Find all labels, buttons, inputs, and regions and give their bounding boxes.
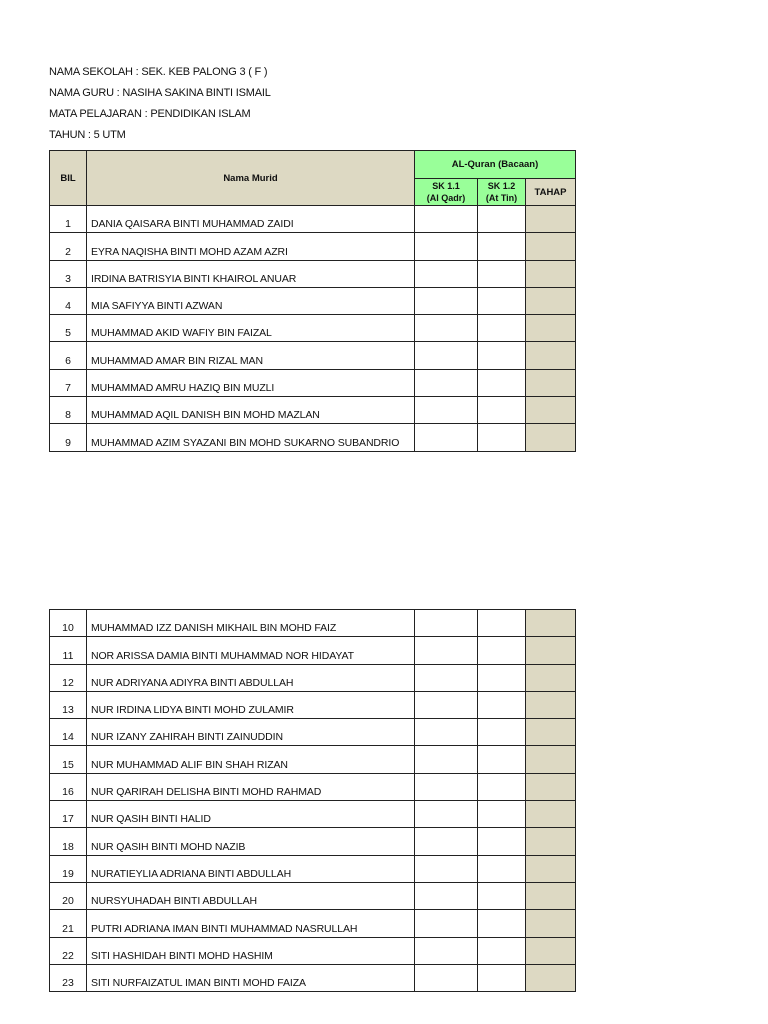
sk12-cell[interactable] [478, 937, 526, 964]
sk11-cell[interactable] [415, 910, 478, 937]
table-row [50, 719, 576, 746]
student-number: 18 [50, 828, 87, 855]
student-table-page-1 [49, 150, 576, 452]
student-number: 6 [50, 342, 87, 369]
tahap-cell[interactable] [526, 637, 576, 664]
table-row [50, 937, 576, 964]
sk11-cell[interactable] [415, 637, 478, 664]
sk11-cell[interactable] [415, 719, 478, 746]
table-row [50, 882, 576, 909]
tahap-cell[interactable] [526, 315, 576, 342]
sk12-title: (At Tin) [485, 193, 518, 203]
sk12-cell[interactable] [478, 801, 526, 828]
student-name: NUR ADRIYANA ADIYRA BINTI ABDULLAH [87, 664, 415, 691]
sk11-cell[interactable] [415, 691, 478, 718]
sk11-cell[interactable] [415, 287, 478, 314]
table-row [50, 637, 576, 664]
tahap-cell[interactable] [526, 719, 576, 746]
sk11-cell[interactable] [415, 773, 478, 800]
student-name: NURATIEYLIA ADRIANA BINTI ABDULLAH [87, 855, 415, 882]
sk11-cell[interactable] [415, 260, 478, 287]
tahap-header: TAHAP [526, 179, 576, 206]
sk11-cell[interactable] [415, 828, 478, 855]
table-row [50, 315, 576, 342]
sk12-cell[interactable] [478, 233, 526, 260]
table-row [50, 206, 576, 233]
sk12-cell[interactable] [478, 637, 526, 664]
tahap-cell[interactable] [526, 964, 576, 991]
student-name: PUTRI ADRIANA IMAN BINTI MUHAMMAD NASRULLAH [87, 910, 415, 937]
tahap-cell[interactable] [526, 397, 576, 424]
student-name: IRDINA BATRISYIA BINTI KHAIROL ANUAR [87, 260, 415, 287]
student-number: 11 [50, 637, 87, 664]
student-number: 4 [50, 287, 87, 314]
sk12-cell[interactable] [478, 315, 526, 342]
tahap-cell[interactable] [526, 773, 576, 800]
sk11-cell[interactable] [415, 855, 478, 882]
tahap-cell[interactable] [526, 855, 576, 882]
student-name: DANIA QAISARA BINTI MUHAMMAD ZAIDI [87, 206, 415, 233]
sk12-cell[interactable] [478, 855, 526, 882]
tahap-cell[interactable] [526, 882, 576, 909]
sk11-cell[interactable] [415, 937, 478, 964]
student-name: NURSYUHADAH BINTI ABDULLAH [87, 882, 415, 909]
sk12-cell[interactable] [478, 424, 526, 451]
student-name: SITI NURFAIZATUL IMAN BINTI MOHD FAIZA [87, 964, 415, 991]
sk12-cell[interactable] [478, 664, 526, 691]
student-number: 21 [50, 910, 87, 937]
student-number: 7 [50, 369, 87, 396]
nama-murid-header: Nama Murid [87, 151, 415, 206]
tahap-cell[interactable] [526, 801, 576, 828]
sk11-cell[interactable] [415, 882, 478, 909]
tahap-cell[interactable] [526, 664, 576, 691]
student-name: NUR QASIH BINTI MOHD NAZIB [87, 828, 415, 855]
subject-name: MATA PELAJARAN : PENDIDIKAN ISLAM [49, 108, 251, 120]
student-name: MUHAMMAD AZIM SYAZANI BIN MOHD SUKARNO SUBANDRIO [87, 424, 415, 451]
tahap-cell[interactable] [526, 691, 576, 718]
class-year: TAHUN : 5 UTM [49, 129, 126, 141]
tahap-cell[interactable] [526, 937, 576, 964]
student-number: 10 [50, 610, 87, 637]
sk12-cell[interactable] [478, 369, 526, 396]
student-number: 20 [50, 882, 87, 909]
table-row [50, 910, 576, 937]
sk12-cell[interactable] [478, 287, 526, 314]
sk12-cell[interactable] [478, 397, 526, 424]
student-number: 22 [50, 937, 87, 964]
student-name: SITI HASHIDAH BINTI MOHD HASHIM [87, 937, 415, 964]
student-name: NUR QARIRAH DELISHA BINTI MOHD RAHMAD [87, 773, 415, 800]
student-number: 2 [50, 233, 87, 260]
table-row [50, 610, 576, 637]
student-number: 9 [50, 424, 87, 451]
sk11-cell[interactable] [415, 397, 478, 424]
sk12-cell[interactable] [478, 910, 526, 937]
student-number: 8 [50, 397, 87, 424]
table-row [50, 342, 576, 369]
table-row [50, 369, 576, 396]
sk11-cell[interactable] [415, 610, 478, 637]
sk11-cell[interactable] [415, 424, 478, 451]
student-number: 13 [50, 691, 87, 718]
tahap-cell[interactable] [526, 233, 576, 260]
table-row [50, 233, 576, 260]
table-row [50, 964, 576, 991]
tahap-cell[interactable] [526, 424, 576, 451]
sk12-cell[interactable] [478, 260, 526, 287]
student-name: MUHAMMAD AQIL DANISH BIN MOHD MAZLAN [87, 397, 415, 424]
sk11-cell[interactable] [415, 342, 478, 369]
school-name: NAMA SEKOLAH : SEK. KEB PALONG 3 ( F ) [49, 66, 268, 78]
sk11-cell[interactable] [415, 964, 478, 991]
sk12-cell[interactable] [478, 964, 526, 991]
sk11-header [415, 179, 478, 206]
student-name: NUR MUHAMMAD ALIF BIN SHAH RIZAN [87, 746, 415, 773]
student-number: 15 [50, 746, 87, 773]
student-name: MUHAMMAD AKID WAFIY BIN FAIZAL [87, 315, 415, 342]
student-name: MUHAMMAD IZZ DANISH MIKHAIL BIN MOHD FAIZ [87, 610, 415, 637]
student-name: NUR IRDINA LIDYA BINTI MOHD ZULAMIR [87, 691, 415, 718]
table-row [50, 746, 576, 773]
sk12-cell[interactable] [478, 206, 526, 233]
tahap-cell[interactable] [526, 910, 576, 937]
sk12-code: SK 1.2 [487, 181, 516, 191]
sk11-cell[interactable] [415, 801, 478, 828]
sk12-cell[interactable] [478, 773, 526, 800]
sk12-cell[interactable] [478, 746, 526, 773]
sk11-code: SK 1.1 [432, 181, 460, 191]
student-name: MIA SAFIYYA BINTI AZWAN [87, 287, 415, 314]
student-number: 17 [50, 801, 87, 828]
sk11-cell[interactable] [415, 233, 478, 260]
tahap-cell[interactable] [526, 610, 576, 637]
sk11-cell[interactable] [415, 369, 478, 396]
tahap-cell[interactable] [526, 828, 576, 855]
student-number: 23 [50, 964, 87, 991]
student-name: MUHAMMAD AMAR BIN RIZAL MAN [87, 342, 415, 369]
table-row [50, 424, 576, 451]
table-row [50, 801, 576, 828]
al-quran-header: AL-Quran (Bacaan) [415, 151, 576, 179]
student-name: NUR QASIH BINTI HALID [87, 801, 415, 828]
tahap-cell[interactable] [526, 287, 576, 314]
sk11-cell[interactable] [415, 746, 478, 773]
tahap-cell[interactable] [526, 746, 576, 773]
sk12-cell[interactable] [478, 691, 526, 718]
student-name: NOR ARISSA DAMIA BINTI MUHAMMAD NOR HIDAYAT [87, 637, 415, 664]
sk12-cell[interactable] [478, 882, 526, 909]
tahap-cell[interactable] [526, 206, 576, 233]
tahap-cell[interactable] [526, 342, 576, 369]
tahap-cell[interactable] [526, 260, 576, 287]
student-number: 19 [50, 855, 87, 882]
table-row [50, 260, 576, 287]
sk11-cell[interactable] [415, 664, 478, 691]
sk12-cell[interactable] [478, 719, 526, 746]
student-name: MUHAMMAD AMRU HAZIQ BIN MUZLI [87, 369, 415, 396]
table-row [50, 855, 576, 882]
table-row [50, 397, 576, 424]
teacher-name: NAMA GURU : NASIHA SAKINA BINTI ISMAIL [49, 87, 271, 99]
table-row [50, 773, 576, 800]
student-name: EYRA NAQISHA BINTI MOHD AZAM AZRI [87, 233, 415, 260]
sk12-header [478, 179, 526, 206]
sk12-cell[interactable] [478, 610, 526, 637]
student-name: NUR IZANY ZAHIRAH BINTI ZAINUDDIN [87, 719, 415, 746]
student-number: 3 [50, 260, 87, 287]
table-row [50, 828, 576, 855]
student-number: 1 [50, 206, 87, 233]
sk11-cell[interactable] [415, 315, 478, 342]
student-number: 16 [50, 773, 87, 800]
sk11-cell[interactable] [415, 206, 478, 233]
student-number: 14 [50, 719, 87, 746]
table-row [50, 287, 576, 314]
student-number: 5 [50, 315, 87, 342]
sk12-cell[interactable] [478, 828, 526, 855]
bil-header: BIL [50, 151, 87, 206]
student-table-page-2 [49, 609, 576, 992]
sk12-cell[interactable] [478, 342, 526, 369]
tahap-cell[interactable] [526, 369, 576, 396]
table-row [50, 691, 576, 718]
table-row [50, 664, 576, 691]
student-number: 12 [50, 664, 87, 691]
sk11-title: (Al Qadr) [426, 193, 466, 203]
